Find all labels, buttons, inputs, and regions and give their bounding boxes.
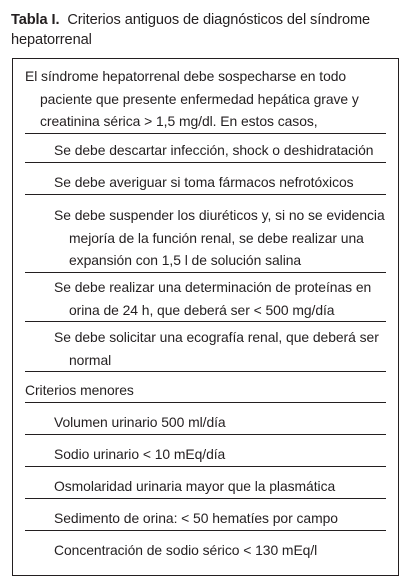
row-text: Osmolaridad urinaria mayor que la plasmática	[54, 478, 336, 494]
row-text: Sodio urinario < 10 mEq/día	[54, 446, 226, 462]
table-row-intro	[25, 65, 386, 134]
table-row-major-1	[25, 139, 386, 163]
row-text: Se debe realizar una determinación de proteínas en orina de 24 h, que deberá ser < 500 mg/día	[54, 279, 372, 318]
row-text: Se debe suspender los diuréticos y, si no se evidencia mejoría de la función renal, se debe realizar una expansión con 1,5 l de solución salina	[54, 207, 385, 268]
table-row-minor-5	[25, 539, 386, 562]
row-text: Se debe descartar infección, shock o deshidratación	[54, 142, 374, 158]
table-label: Tabla I.	[11, 12, 60, 28]
section-heading: Criterios menores	[25, 382, 134, 398]
table-row-major-5	[25, 326, 386, 372]
row-text: Se debe solicitar una ecografía renal, que deberá ser normal	[54, 329, 379, 368]
criteria-table	[12, 58, 399, 576]
table-row-major-4	[25, 276, 386, 322]
table-row-minor-1	[25, 411, 386, 435]
row-text: Volumen urinario 500 ml/día	[54, 414, 226, 430]
table-title: Criterios antiguos de diagnósticos del síndrome hepatorrenal	[11, 12, 371, 48]
table-caption	[11, 10, 403, 50]
row-text: Sedimento de orina: < 50 hematíes por campo	[54, 510, 338, 526]
table-row-minor-3	[25, 475, 386, 499]
table-row-major-3	[25, 204, 386, 273]
table-row-minor-2	[25, 443, 386, 467]
table-row-minor-4	[25, 507, 386, 531]
row-text: Concentración de sodio sérico < 130 mEq/l	[54, 542, 318, 558]
table-row-minor-heading	[25, 379, 386, 403]
row-text: Se debe averiguar si toma fármacos nefrotóxicos	[54, 174, 354, 190]
table-row-major-2	[25, 171, 386, 195]
row-text: El síndrome hepatorrenal debe sospecharse en todo paciente que presente enfermedad hepática grave y creatinina sérica > 1,5 mg/dl. En estos casos,	[25, 68, 359, 129]
